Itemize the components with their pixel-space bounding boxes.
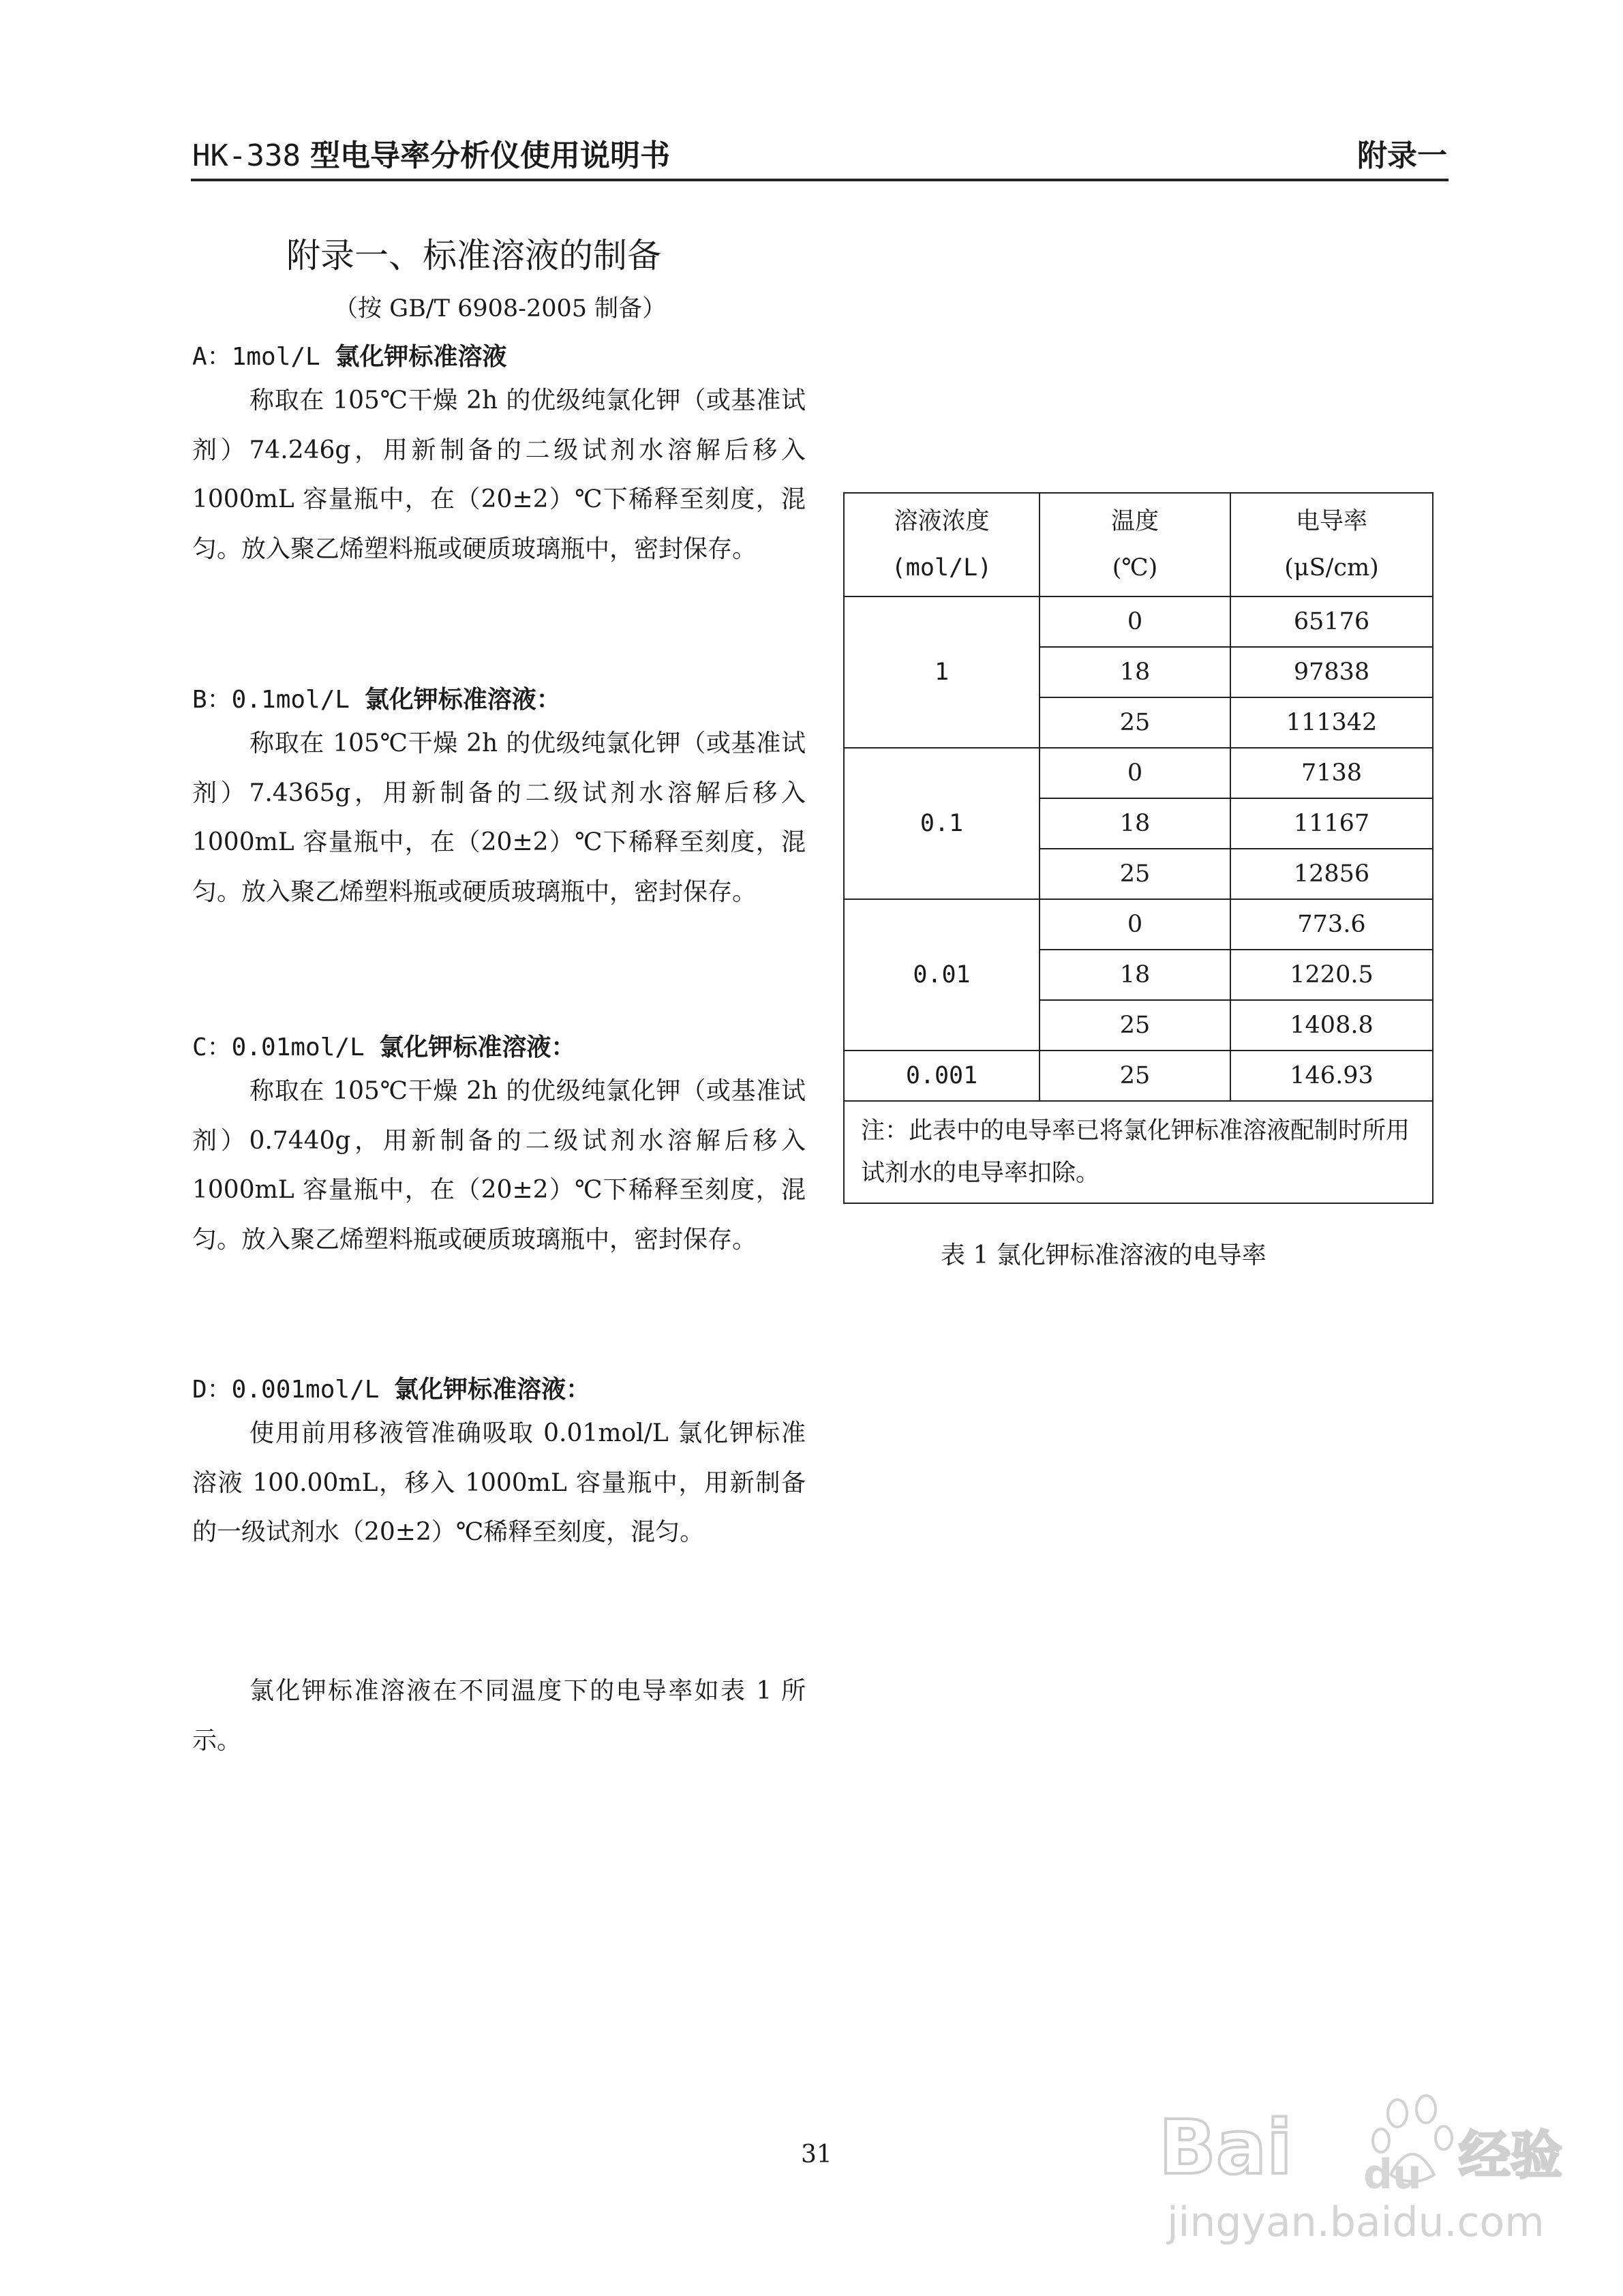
- temperature-cell: 0: [1040, 899, 1230, 950]
- section-d-paragraph: 使用前用移液管准确吸取 0.01mol/L 氯化钾标准溶液 100.00mL，移入 1000mL 容量瓶中，用新制备的一级试剂水（20±2）℃稀释至刻度，混匀。: [192, 1419, 806, 1546]
- concentration-cell: 1: [844, 596, 1040, 748]
- table-row: [844, 1051, 1433, 1101]
- section-c-prefix: C：0.01mol/L: [192, 1033, 380, 1061]
- conductivity-cell: 7138: [1230, 748, 1433, 798]
- section-a-name: 氯化钾标准溶液: [335, 343, 507, 371]
- header-concentration: [844, 493, 1040, 596]
- table-note-row: [844, 1101, 1433, 1203]
- conductivity-table: [843, 492, 1434, 1204]
- temperature-cell: 25: [1040, 849, 1230, 899]
- section-c-heading: [192, 1028, 575, 1063]
- page-number: 31: [801, 2141, 832, 2169]
- table-row: [844, 748, 1433, 798]
- section-d-prefix: D：0.001mol/L: [192, 1376, 395, 1404]
- conductivity-cell: 111342: [1230, 697, 1433, 748]
- header-model: HK-338: [192, 138, 301, 173]
- conductivity-cell: 1408.8: [1230, 1000, 1433, 1051]
- section-b-paragraph: 称取在 105℃干燥 2h 的优级纯氯化钾（或基准试剂）7.4365g，用新制备的二级试剂水溶解后移入 1000mL 容量瓶中，在（20±2）℃下稀释至刻度，混匀。放入聚乙烯塑料瓶或硬质玻璃瓶中，密封保存。: [192, 729, 806, 906]
- conductivity-cell: 11167: [1230, 798, 1433, 849]
- section-b-prefix: B：0.1mol/L: [192, 686, 365, 714]
- temperature-cell: 0: [1040, 748, 1230, 798]
- watermark-brand-cn: 经验: [1459, 2125, 1562, 2186]
- watermark-brand-du: du: [1363, 2151, 1422, 2199]
- temperature-cell: 18: [1040, 950, 1230, 1000]
- temperature-cell: 18: [1040, 647, 1230, 697]
- header-concentration-label: 溶液浓度: [894, 508, 990, 535]
- concentration-cell: 0.01: [844, 899, 1040, 1051]
- appendix-subtitle: （按 GB/T 6908-2005 制备）: [334, 295, 667, 322]
- header-divider: [191, 179, 1448, 181]
- section-d-name: 氯化钾标准溶液：: [394, 1376, 591, 1404]
- conductivity-cell: 773.6: [1230, 899, 1433, 950]
- conductivity-cell: 146.93: [1230, 1051, 1433, 1101]
- watermark-brand-latin: Bai: [1159, 2104, 1292, 2191]
- temperature-cell: 18: [1040, 798, 1230, 849]
- table-header-row: [844, 493, 1433, 596]
- section-a-paragraph: 称取在 105℃干燥 2h 的优级纯氯化钾（或基准试剂）74.246g，用新制备的二级试剂水溶解后移入 1000mL 容量瓶中，在（20±2）℃下稀释至刻度，混匀。放入聚乙烯塑料瓶或硬质玻璃瓶中，密封保存。: [192, 387, 806, 563]
- table-note: 注：此表中的电导率已将氯化钾标准溶液配制时所用试剂水的电导率扣除。: [844, 1101, 1433, 1203]
- conductivity-cell: 1220.5: [1230, 950, 1433, 1000]
- running-header-title: [192, 131, 670, 175]
- conductivity-cell: 65176: [1230, 596, 1433, 647]
- header-manual-title: 型电导率分析仪使用说明书: [309, 138, 670, 173]
- header-conductivity-label: 电导率: [1295, 508, 1367, 535]
- header-section: 附录一: [1357, 138, 1447, 173]
- section-d-heading: [192, 1370, 590, 1405]
- closing-paragraph: 氯化钾标准溶液在不同温度下的电导率如表 1 所示。: [192, 1677, 806, 1755]
- appendix-title: 附录一、标准溶液的制备: [286, 236, 661, 275]
- temperature-cell: 25: [1040, 1051, 1230, 1101]
- baidu-jingyan-watermark-logo: [1159, 2086, 1568, 2202]
- conductivity-cell: 97838: [1230, 647, 1433, 697]
- section-c-name: 氯化钾标准溶液：: [379, 1033, 576, 1061]
- header-temperature-unit: (℃): [1112, 554, 1158, 581]
- section-b-heading: [192, 680, 561, 715]
- temperature-cell: 0: [1040, 596, 1230, 647]
- header-concentration-unit: (mol/L): [891, 554, 992, 581]
- section-b-name: 氯化钾标准溶液：: [364, 686, 561, 714]
- temperature-cell: 25: [1040, 697, 1230, 748]
- watermark-url: jingyan.baidu.com: [1167, 2199, 1545, 2246]
- section-c-paragraph: 称取在 105℃干燥 2h 的优级纯氯化钾（或基准试剂）0.7440g，用新制备的二级试剂水溶解后移入 1000mL 容量瓶中，在（20±2）℃下稀释至刻度，混匀。放入聚乙烯塑料瓶或硬质玻璃瓶中，密封保存。: [192, 1077, 806, 1254]
- table-row: [844, 596, 1433, 647]
- section-a-heading: [192, 337, 506, 372]
- temperature-cell: 25: [1040, 1000, 1230, 1051]
- table-row: [844, 899, 1433, 950]
- table-caption: 表 1 氯化钾标准溶液的电导率: [941, 1241, 1266, 1269]
- conductivity-cell: 12856: [1230, 849, 1433, 899]
- header-temperature-label: 温度: [1110, 508, 1159, 535]
- concentration-cell: 0.1: [844, 748, 1040, 899]
- concentration-cell: 0.001: [844, 1051, 1040, 1101]
- header-conductivity: [1230, 493, 1433, 596]
- header-temperature: [1040, 493, 1230, 596]
- header-conductivity-unit: (μS/cm): [1284, 554, 1379, 581]
- section-a-prefix: A：1mol/L: [192, 343, 335, 371]
